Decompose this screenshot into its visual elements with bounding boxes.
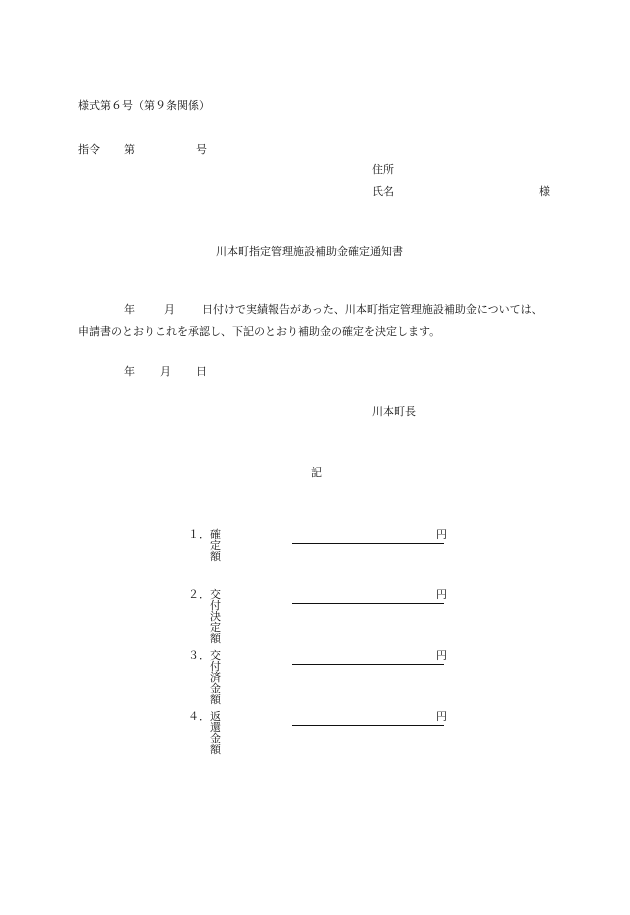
ki-mark: 記 (311, 466, 322, 479)
body-line-2: 申請書のとおりこれを承認し、下記のとおり補助金の確定を決定します。 (78, 325, 441, 338)
amount-number: １． (188, 528, 210, 541)
date-month: 月 (160, 365, 171, 378)
amount-underline (292, 603, 444, 604)
amount-unit: 円 (436, 528, 447, 541)
amount-number: ３． (188, 649, 210, 662)
amount-unit: 円 (436, 710, 447, 723)
date-year: 年 (124, 365, 135, 378)
amount-underline (292, 664, 444, 665)
body-year: 年 (124, 303, 135, 316)
body-month: 月 (164, 303, 175, 316)
amount-number: ２． (188, 588, 210, 601)
body-line-1-text: 日付けで実績報告があった、川本町指定管理施設補助金については、 (202, 303, 543, 316)
issuer: 川本町長 (372, 405, 416, 418)
amount-underline (292, 543, 444, 544)
amount-label: 交付済金額 (210, 649, 221, 706)
amount-number: ４． (188, 710, 210, 723)
body-paragraph (78, 299, 568, 343)
address-label: 住所 (372, 163, 394, 176)
amount-label: 返還金額 (210, 710, 224, 756)
honorific: 様 (539, 185, 550, 198)
amount-unit: 円 (436, 649, 447, 662)
amount-label: 確定額 (210, 528, 231, 563)
name-label: 氏名 (372, 185, 394, 198)
form-number: 様式第６号（第９条関係） (78, 99, 210, 112)
directive-label: 指令 (78, 143, 100, 156)
number-suffix: 号 (196, 143, 207, 156)
date-day: 日 (196, 365, 207, 378)
number-prefix: 第 (124, 143, 135, 156)
amount-unit: 円 (436, 588, 447, 601)
document-title: 川本町指定管理施設補助金確定通知書 (216, 245, 403, 258)
amount-label: 交付決定額 (210, 588, 221, 645)
amount-underline (292, 725, 444, 726)
body-line-1 (78, 299, 568, 321)
